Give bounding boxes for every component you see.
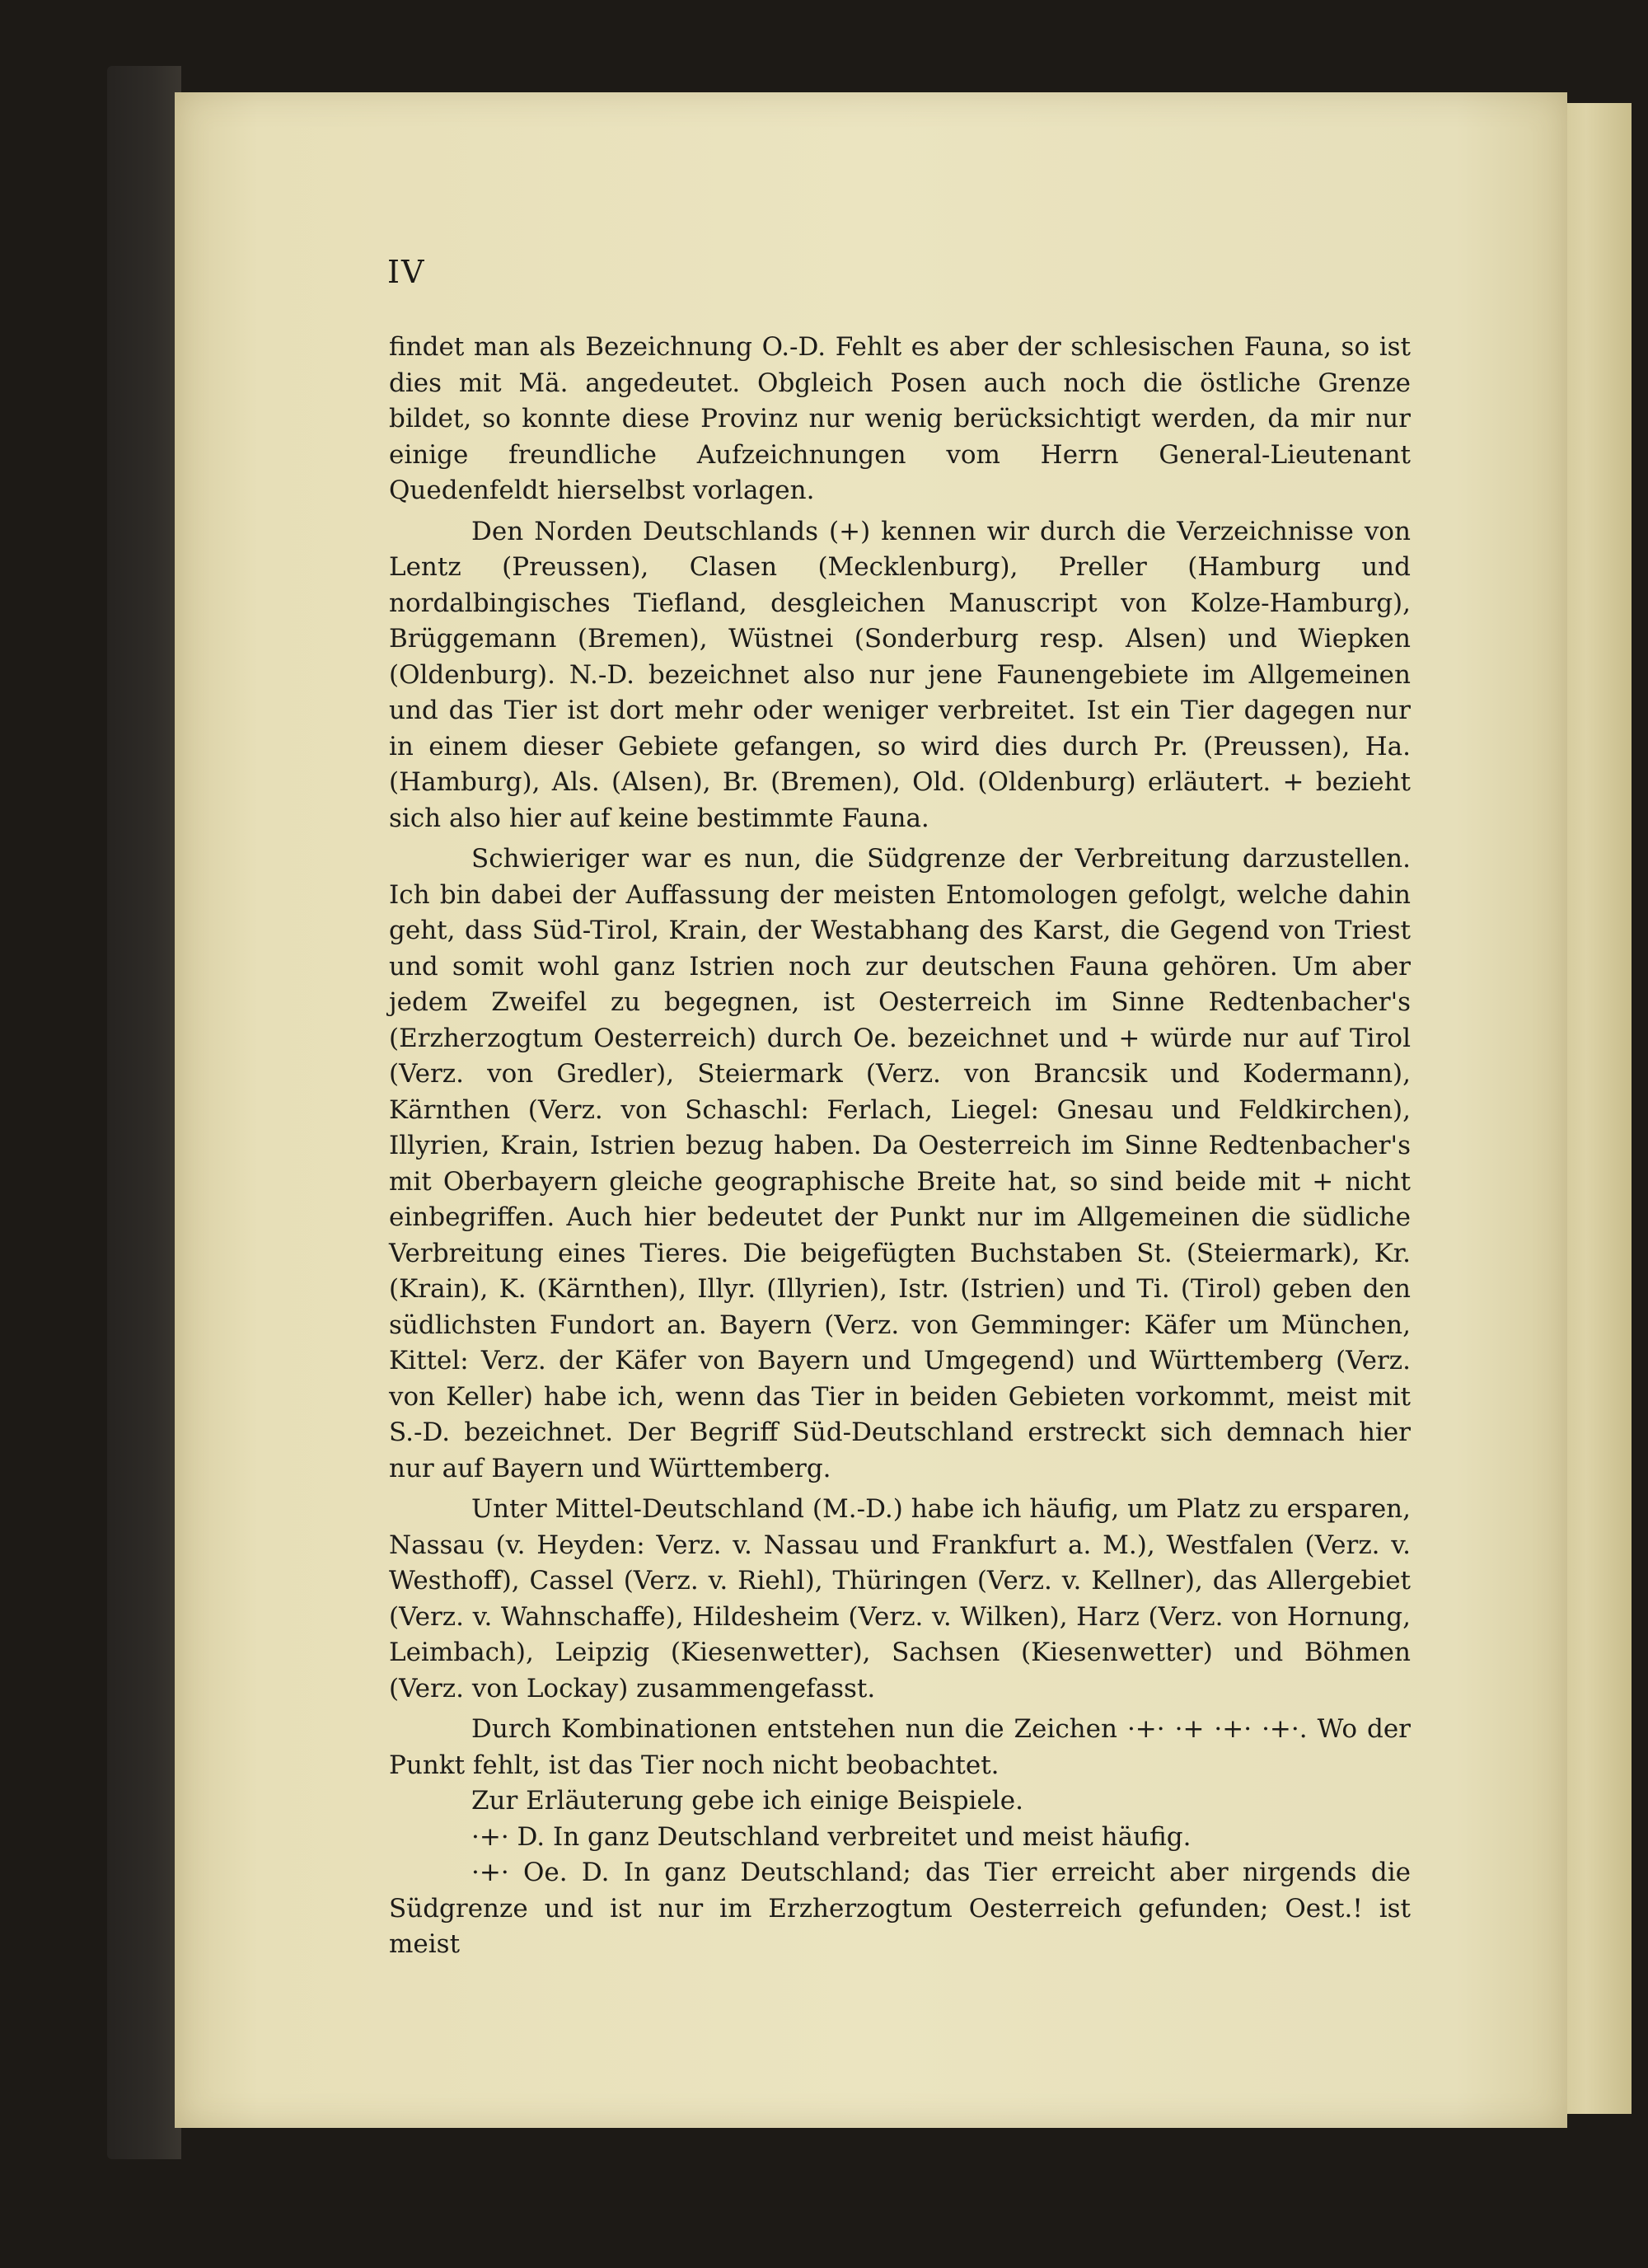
paragraph-6: Zur Erläuterung gebe ich einige Beispiele. (471, 1786, 1023, 1816)
paragraph-3: Schwieriger war es nun, die Südgrenze der Verbreitung darzustellen. Ich bin dabei der Auffassung der meisten Entomologen gefolgt, welche dahin geht, dass Süd-Tirol, Krain, der Westabhang des Karst, die Gegend von Triest und somit wohl ganz Istrien noch zur deutschen Fauna gehören. Um aber jedem Zweifel zu begegnen, ist Oesterreich im Sinne Redtenbacher's (Erzherzogtum Oesterreich) durch Oe. bezeichnet und + würde nur auf Tirol (Verz. von Gredler), Steiermark (Verz. von Brancsik und Kodermann), Kärnthen (Verz. von Schaschl: Ferlach, Liegel: Gnesau und Feldkirchen), Illyrien, Krain, Istrien bezug haben. Da Oesterreich im Sinne Redtenbacher's mit Oberbayern gleiche geographische Breite hat, so sind beide mit + nicht einbegriffen. Auch hier bedeutet der Punkt nur im Allgemeinen die südliche Verbreitung eines Tieres. Die beigefügten Buchstaben St. (Steiermark), Kr. (Krain), K. (Kärnthen), Illyr. (Illyrien), Istr. (Istrien) und Ti. (Tirol) geben den südlichsten Fundort an. Bayern (Verz. von Gemminger: Käfer um München, Kittel: Verz. der Käfer von Bayern und Umgegend) und Württemberg (Verz. von Keller) habe ich, wenn das Tier in beiden Gebieten vorkommt, meist mit S.-D. bezeichnet. Der Begriff Süd-Deutschland erstreckt sich demnach hier nur auf Bayern und Württemberg. (389, 844, 1411, 1483)
page-text (389, 330, 1411, 1963)
book-cover-edge (107, 66, 181, 2159)
paragraph-1: findet man als Bezeichnung O.-D. Fehlt es aber der schlesischen Fauna, so ist dies mit Mä. angedeutet. Obgleich Posen auch noch die östliche Grenze bildet, so konnte diese Provinz nur wenig berücksichtigt werden, da mir nur einige freundliche Aufzeichnungen vom Herrn General-Lieutenant Quedenfeldt hierselbst vorlagen. (389, 332, 1411, 505)
example-2: ·+· Oe. D. In ganz Deutschland; das Tier erreicht aber nirgends die Südgrenze und ist nur im Erzherzogtum Oesterreich gefunden; Oest.! ist meist (389, 1858, 1411, 1959)
paragraph-5: Durch Kombinationen entstehen nun die Zeichen ·+· ·+ ·+· ·+·. Wo der Punkt fehlt, ist das Tier noch nicht beobachtet. (389, 1714, 1411, 1780)
example-1: ·+· D. In ganz Deutschland verbreitet und meist häufig. (471, 1821, 1192, 1852)
paragraph-2: Den Norden Deutschlands (+) kennen wir durch die Verzeichnisse von Lentz (Preussen), Clasen (Mecklenburg), Preller (Hamburg und nordalbingisches Tiefland, desgleichen Manuscript von Kolze-Hamburg), Brüggemann (Bremen), Wüstnei (Sonderburg resp. Alsen) und Wiepken (Oldenburg). N.-D. bezeichnet also nur jene Faunengebiete im Allgemeinen und das Tier ist dort mehr oder weniger verbreitet. Ist ein Tier dagegen nur in einem dieser Gebiete gefangen, so wird dies durch Pr. (Preussen), Ha. (Hamburg), Als. (Alsen), Br. (Bremen), Old. (Oldenburg) erläutert. + bezieht sich also hier auf keine bestimmte Fauna. (389, 516, 1411, 833)
paragraph-4: Unter Mittel-Deutschland (M.-D.) habe ich häufig, um Platz zu ersparen, Nassau (v. Heyden: Verz. v. Nassau und Frankfurt a. M.), Westfalen (Verz. v. Westhoff), Cassel (Verz. v. Riehl), Thüringen (Verz. v. Kellner), das Allergebiet (Verz. v. Wahnschaffe), Hildesheim (Verz. v. Wilken), Harz (Verz. von Hornung, Leimbach), Leipzig (Kiesenwetter), Sachsen (Kiesenwetter) und Böhmen (Verz. von Lockay) zusammengefasst. (389, 1494, 1411, 1703)
page-number: IV (387, 254, 426, 290)
